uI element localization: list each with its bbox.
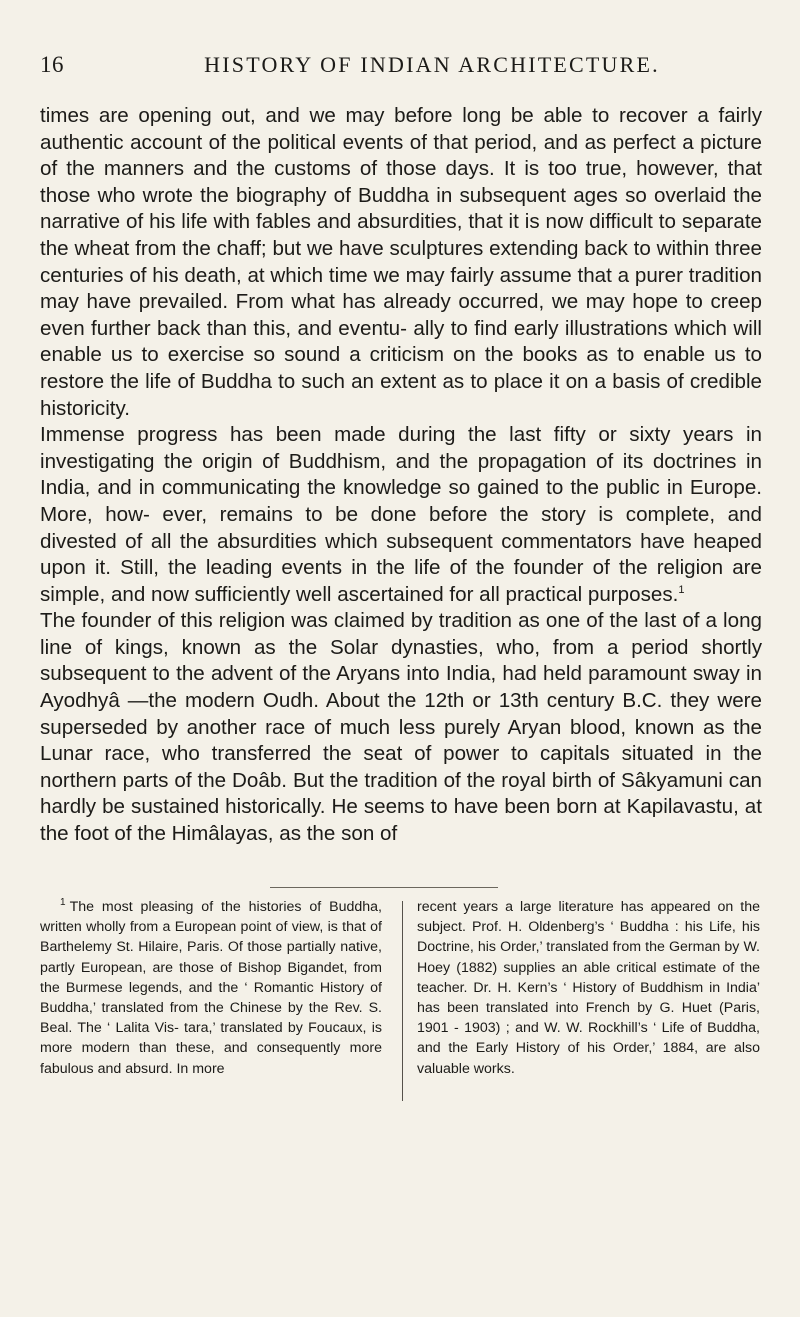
paragraph-1: times are opening out, and we may before long be able to recover a fairly authentic account of the political events of that period, and as perfect a picture of the manners and the customs of those days. It is too true, however, that those who wrote the biography of Buddha in subsequent ages so overlaid the narrative of his life with fables and absurdities, that it is now difficult to separate the wheat from the chaff; but we have sculptures extending back to within three centuries of his death, at which time we may fairly assume that a purer tradition may have prevailed. From what has already occurred, we may hope to creep even further back than this, and eventu- ally to find early illustrations which will enable us to exercise so sound a criticism on the books as to enable us to restore the life of Buddha to such an extent as to place it on a basis of credible historicity. (40, 104, 762, 420)
footnote-column-right (417, 897, 760, 1079)
footnote-separator (270, 887, 498, 888)
paragraph-2-text: Immense progress has been made during the last fifty or sixty years in investigating the origin of Buddhism, and the propagation of its doctrines in India, and in communicating the knowledge so gained to the public in Europe. More, how- ever, remains to be done before the story is complete, and divested of all the absurdities which subsequent commentators have heaped upon it. Still, the leading events in the life of the founder of the religion are simple, and now sufficiently well ascertained for all practical purposes. (40, 423, 762, 606)
footnotes (40, 897, 760, 1237)
footnote-marker: 1 (60, 897, 66, 908)
footnote-column-left (40, 897, 382, 1079)
footnote-reference: 1 (678, 583, 685, 596)
column-divider (402, 901, 403, 1101)
footnote-left-text: The most pleasing of the histories of Buddha, written wholly from a European point of view, is that of Barthelemy St. Hilaire, Paris. Of those partially native, partly European, are those of Bishop Bigandet, from the Burmese legends, and the ‘ Romantic History of Buddha,’ translated from the Chinese by the Rev. S. Beal. The ‘ Lalita Vis- tara,’ translated by Foucaux, is more modern than these, and consequently more fabulous and absurd. In more (40, 899, 382, 1077)
page-number: 16 (40, 52, 64, 77)
footnote-1-part-1 (40, 897, 382, 1079)
page-header (40, 52, 760, 82)
footnote-right-text: recent years a large literature has appeared on the subject. Prof. H. Oldenberg’s ‘ Buddha : his Life, his Doctrine, his Order,’ translated from the German by W. Hoey (1882) supplies an able critical estimate of the teacher. Dr. H. Kern’s ‘ History of Buddhism in India’ has been translated into French by G. Huet (Paris, 1901 - 1903) ; and W. W. Rockhill’s ‘ Life of Buddha, and the Early History of his Order,’ 1884, are also valuable works. (417, 899, 760, 1077)
paragraph-3: The founder of this religion was claimed by tradition as one of the last of a long line of kings, known as the Solar dynasties, who, from a period shortly subsequent to the advent of the Aryans into India, had held paramount sway in Ayodhyâ —the modern Oudh. About the 12th or 13th century B.C. they were superseded by another race of much less purely Aryan blood, known as the Lunar race, who transferred the seat of power to capitals situated in the northern parts of the Doâb. But the tradition of the royal birth of Sâkyamuni can hardly be sustained historically. He seems to have been born at Kapilavastu, at the foot of the Himâlayas, as the son of (40, 609, 762, 846)
running-head: HISTORY OF INDIAN ARCHITECTURE. (204, 52, 660, 77)
paragraph-2 (40, 422, 762, 608)
main-text (40, 103, 762, 848)
